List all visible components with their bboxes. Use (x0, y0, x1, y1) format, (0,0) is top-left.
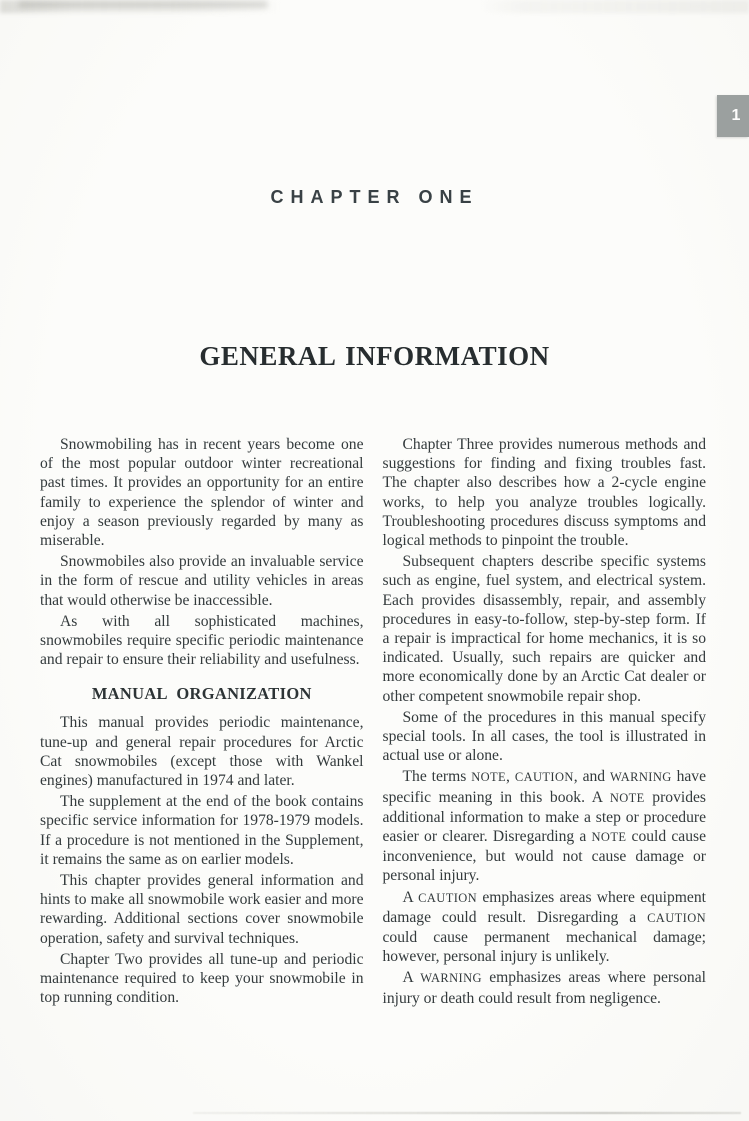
page-title: GENERAL INFORMATION (199, 341, 550, 371)
term-smallcaps: CAUTION (514, 770, 574, 785)
term-smallcaps: CAUTION (647, 910, 706, 925)
term-smallcaps: CAUTION (418, 890, 478, 905)
text-run: have specific meaning in this book. A (382, 768, 707, 806)
column-right (383, 435, 707, 1010)
page-number-tab (717, 95, 749, 137)
term-smallcaps: NOTE (471, 770, 507, 785)
body-columns (40, 435, 706, 1010)
text-run: , and (573, 768, 610, 786)
text-run: provides additional information to make a step or procedure easier or clearer. Disregarding a (382, 788, 706, 846)
text-run: , (506, 768, 515, 786)
paragraph (40, 435, 364, 550)
text-run: emphasizes areas where equipment damage could result. Disregarding a (382, 888, 706, 926)
text-run: A (402, 969, 421, 987)
text-run: The supplement at the end of the book contains specific service information for 1978-1979 models. If a procedure is not mentioned in the Supplement, it remains the same as on earlier models. (40, 793, 364, 868)
paragraph (383, 435, 707, 550)
paragraph (40, 792, 364, 869)
term-smallcaps: NOTE (609, 790, 645, 805)
paragraph (383, 552, 707, 706)
paragraph (40, 612, 364, 670)
term-smallcaps: WARNING (420, 971, 482, 986)
text-run: Snowmobiling has in recent years become one of the most popular outdoor winter recreational past times. It provides an opportunity for an entire family to experience the splendor of winter and enjoy a season previously regarded by many as miserable. (40, 436, 364, 550)
scan-artifact-bottom-line (193, 1112, 741, 1114)
paragraph (383, 968, 707, 1007)
text-run: Chapter Three provides numerous methods and suggestions for finding and fixing troubles fast. The chapter also describes how a 2-cycle engine works, to help you analyze troubles logically. Troubleshooting procedures discuss symptoms and logical methods to pinpoint the trouble. (382, 436, 706, 550)
section-heading: MANUAL ORGANIZATION (91, 684, 312, 704)
text-run: emphasizes areas where personal injury or death could result from negligence. (382, 969, 706, 1007)
paragraph (40, 713, 364, 790)
paragraph (383, 888, 707, 967)
text-run: This manual provides periodic maintenance, tune-up and general repair procedures for Arctic Cat snowmobiles (except those with Wankel engines) manufactured in 1974 and later. (40, 714, 364, 790)
text-run: This chapter provides general information and hints to make all snowmobile work easier and more rewarding. Additional sections cover snowmobile operation, safety and survival techniques. (40, 872, 364, 947)
text-run: A (402, 888, 419, 906)
text-run: Some of the procedures in this manual specify special tools. In all cases, the tool is illustrated in actual use or alone. (382, 708, 706, 765)
term-smallcaps: WARNING (609, 770, 672, 785)
text-run: As with all sophisticated machines, snowmobiles require specific periodic maintenance and repair to ensure their reliability and usefulness. (40, 612, 364, 669)
text-run: Chapter Two provides all tune-up and periodic maintenance required to keep your snowmobile in top running condition. (40, 950, 364, 1007)
paragraph (40, 871, 364, 948)
text-run: The terms (402, 768, 472, 786)
paragraph (40, 552, 364, 610)
paragraph (383, 767, 707, 885)
page-number: 1 (731, 107, 741, 124)
text-run: could cause permanent mechanical damage; however, personal injury is unlikely. (382, 929, 706, 966)
text-run: Subsequent chapters describe specific systems such as engine, fuel system, and electrical system. Each provides disassembly, repair, and assembly procedures in easy-to-follow, step-by-step form. If a repair is impractical for home mechanics, it is so indicated. Usually, such repairs are quicker and more economically done by an Arctic Cat dealer or other competent snowmobile repair shop. (382, 553, 706, 705)
scan-artifact-top-left (18, 1, 268, 8)
text-run: Snowmobiles also provide an invaluable service in the form of rescue and utility vehicles in areas that would otherwise be inaccessible. (40, 553, 364, 609)
column-left (40, 435, 364, 1010)
chapter-heading: CHAPTER ONE (270, 187, 479, 207)
paragraph (383, 708, 707, 766)
text-run: could cause inconvenience, but would not cause damage or personal injury. (382, 828, 706, 885)
paragraph (40, 950, 364, 1008)
term-smallcaps: NOTE (591, 830, 627, 845)
